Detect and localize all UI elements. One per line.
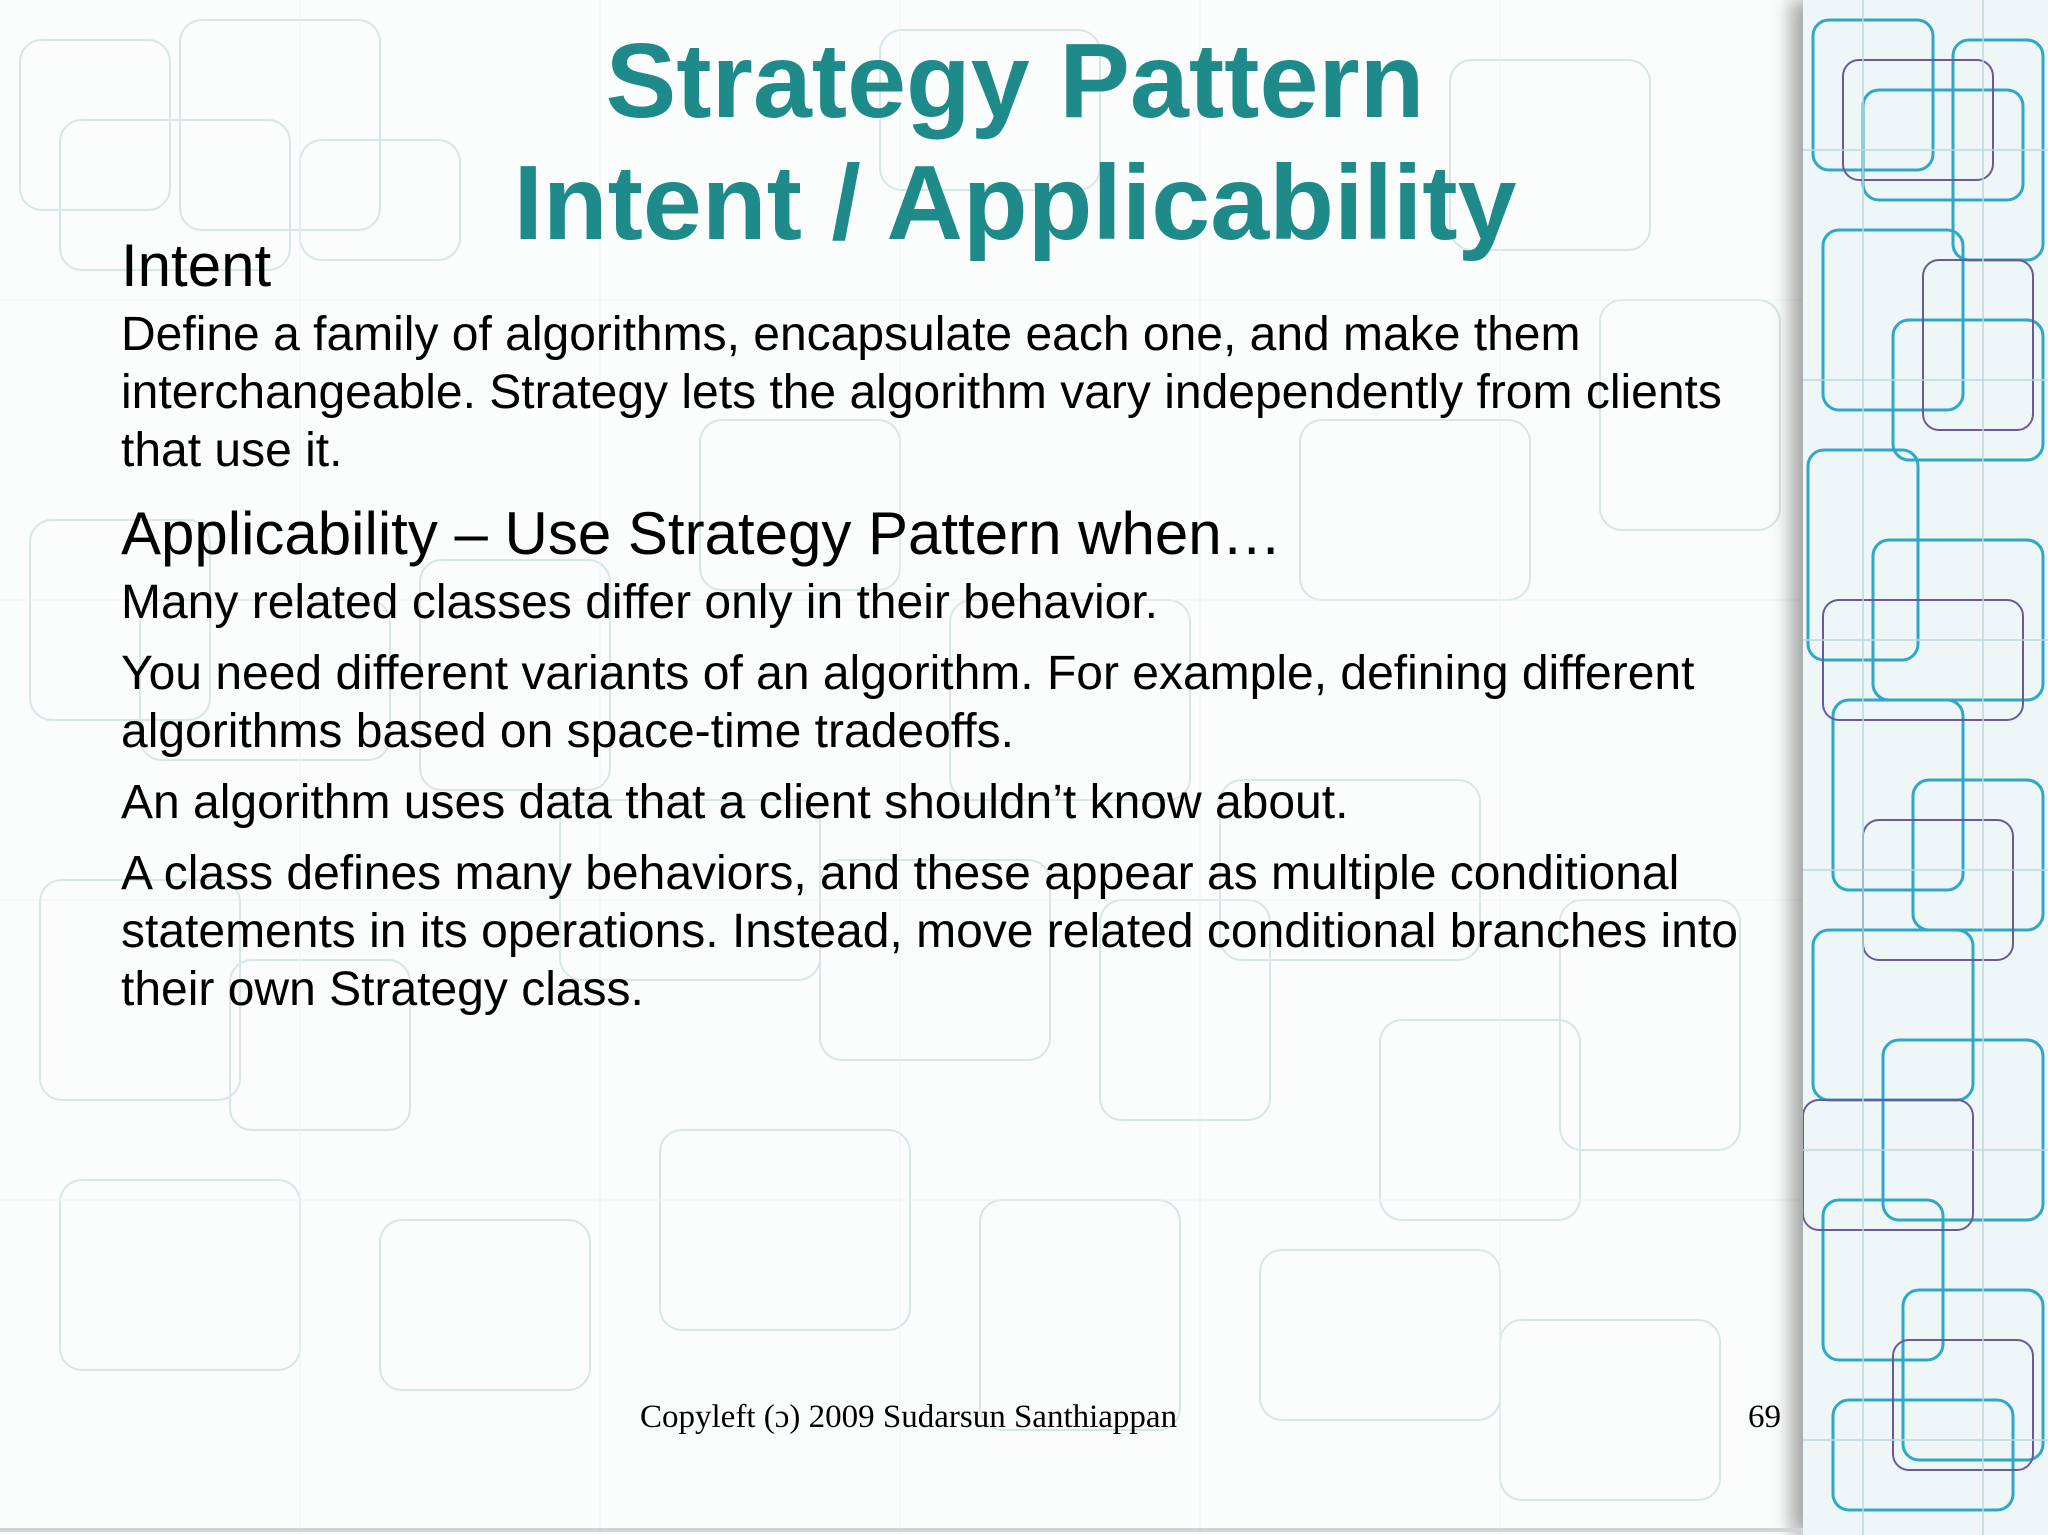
page-number: 69 (1748, 1399, 1781, 1435)
applicability-item: An algorithm uses data that a client shouldn’t know about. (121, 776, 1349, 829)
bottom-divider (0, 1528, 1803, 1532)
applicability-item: You need different variants of an algorithm. For example, defining different algorithms based on space-time tradeoffs. (121, 647, 1695, 758)
copyright-footer: Copyleft (ɔ) 2009 Sudarsun Santhiappan (640, 1399, 1178, 1435)
applicability-item: Many related classes differ only in their behavior. (121, 576, 1158, 629)
intent-heading: Intent (121, 232, 272, 299)
title-line-1: Strategy Pattern (605, 22, 1425, 140)
applicability-heading: Applicability – Use Strategy Pattern when… (121, 500, 1282, 567)
applicability-item: A class defines many behaviors, and these appear as multiple conditional statements in its operations. Instead, move related conditional branches into their own Strategy class. (121, 847, 1738, 1016)
intent-text: Define a family of algorithms, encapsulate each one, and make them interchangeable. Strategy lets the algorithm vary independently from clients that use it. (121, 308, 1722, 477)
title-line-2: Intent / Applicability (513, 144, 1517, 262)
slide-body (121, 228, 1881, 1019)
